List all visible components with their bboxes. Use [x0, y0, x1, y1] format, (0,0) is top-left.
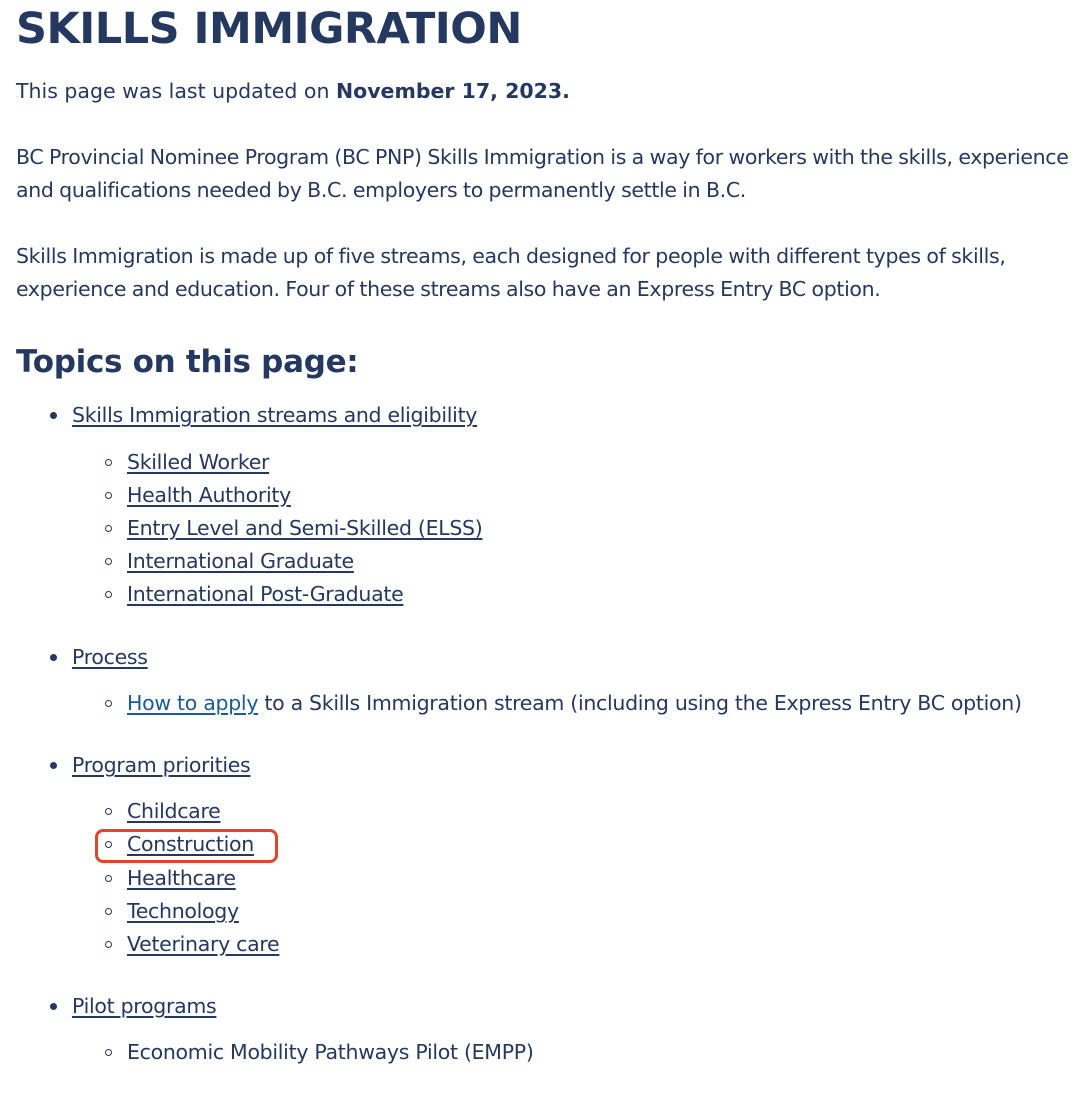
last-updated-date: November 17, 2023. [335, 79, 570, 103]
last-updated-prefix: This page was last updated on [16, 79, 336, 103]
topic-link-health-authority[interactable]: Health Authority [127, 483, 291, 507]
circle-bullet-icon [105, 875, 112, 882]
circle-bullet-icon [105, 808, 112, 815]
circle-bullet-icon [105, 941, 112, 948]
bullet-icon [50, 1003, 57, 1010]
topic-link-elss[interactable]: Entry Level and Semi-Skilled (ELSS) [127, 516, 483, 540]
topic-link-veterinary-care[interactable]: Veterinary care [127, 932, 280, 956]
bullet-icon [50, 762, 57, 769]
circle-bullet-icon [105, 1049, 112, 1056]
circle-bullet-icon [105, 459, 112, 466]
page-title: SKILLS IMMIGRATION [16, 4, 522, 54]
topic-link-program-priorities[interactable]: Program priorities [72, 753, 251, 777]
topic-link-process[interactable]: Process [72, 645, 148, 669]
intro-paragraph: BC Provincial Nominee Program (BC PNP) Skills Immigration is a way for workers with the skills, experience and qualifications needed by B.C. employers to permanently settle in B.C. [16, 145, 1069, 202]
circle-bullet-icon [105, 492, 112, 499]
topic-link-international-post-graduate[interactable]: International Post-Graduate [127, 582, 404, 606]
topics-heading: Topics on this page: [16, 344, 359, 380]
list-item-empp: Economic Mobility Pathways Pilot (EMPP) [127, 1040, 534, 1064]
topic-link-pilot-programs[interactable]: Pilot programs [72, 994, 217, 1018]
topic-link-healthcare[interactable]: Healthcare [127, 866, 236, 890]
list-item-how-to-apply [127, 688, 1022, 718]
circle-bullet-icon [105, 558, 112, 565]
topic-link-technology[interactable]: Technology [127, 899, 239, 923]
topic-link-construction[interactable]: Construction [127, 832, 254, 856]
topic-link-international-graduate[interactable]: International Graduate [127, 549, 354, 573]
bullet-icon [50, 654, 57, 661]
how-to-apply-suffix: to a Skills Immigration stream (including using the Express Entry BC option) [258, 691, 1022, 715]
topic-link-skilled-worker[interactable]: Skilled Worker [127, 450, 270, 474]
topic-link-childcare[interactable]: Childcare [127, 799, 221, 823]
circle-bullet-icon [105, 908, 112, 915]
circle-bullet-icon [105, 700, 112, 707]
circle-bullet-icon [105, 525, 112, 532]
construction-highlight-box [95, 829, 278, 863]
circle-bullet-icon [105, 591, 112, 598]
topic-link-how-to-apply[interactable]: How to apply [127, 691, 259, 715]
bullet-icon [50, 412, 57, 419]
streams-paragraph: Skills Immigration is made up of five streams, each designed for people with different types of skills, experience and education. Four of these streams also have an Express Entry BC option. [16, 244, 1006, 301]
topic-link-streams-eligibility[interactable]: Skills Immigration streams and eligibility [72, 403, 478, 427]
last-updated-text [16, 76, 570, 106]
